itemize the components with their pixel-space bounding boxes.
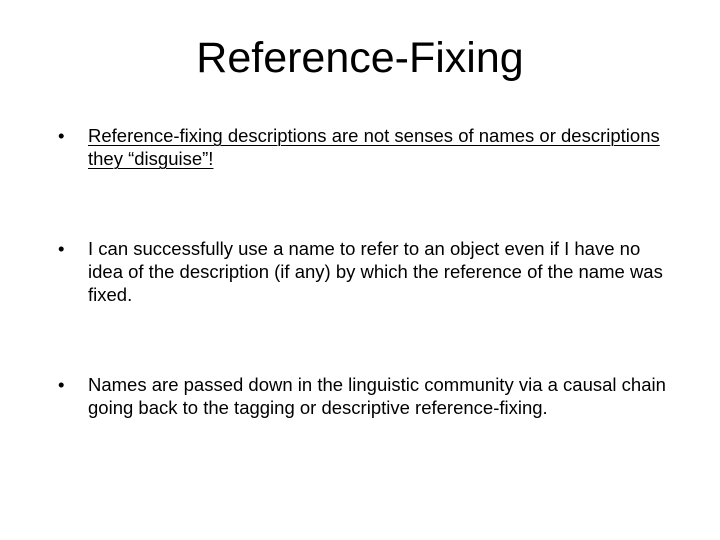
bullet-marker-icon: • bbox=[58, 125, 65, 146]
bullet-item bbox=[56, 124, 676, 170]
bullet-marker-icon: • bbox=[58, 374, 65, 395]
slide-title: Reference-Fixing bbox=[196, 34, 524, 82]
bullet-list bbox=[56, 124, 676, 419]
bullet-item bbox=[56, 237, 676, 306]
bullet-text: I can successfully use a name to refer to an object even if I have no idea of the description (if any) by which the reference of the name was fixed. bbox=[88, 238, 663, 305]
bullet-item bbox=[56, 373, 676, 419]
bullet-text: Reference-fixing descriptions are not senses of names or descriptions they “disguise”! bbox=[88, 125, 660, 169]
bullet-text: Names are passed down in the linguistic community via a causal chain going back to the tagging or descriptive reference-fixing. bbox=[88, 374, 666, 418]
bullet-marker-icon: • bbox=[58, 238, 65, 259]
